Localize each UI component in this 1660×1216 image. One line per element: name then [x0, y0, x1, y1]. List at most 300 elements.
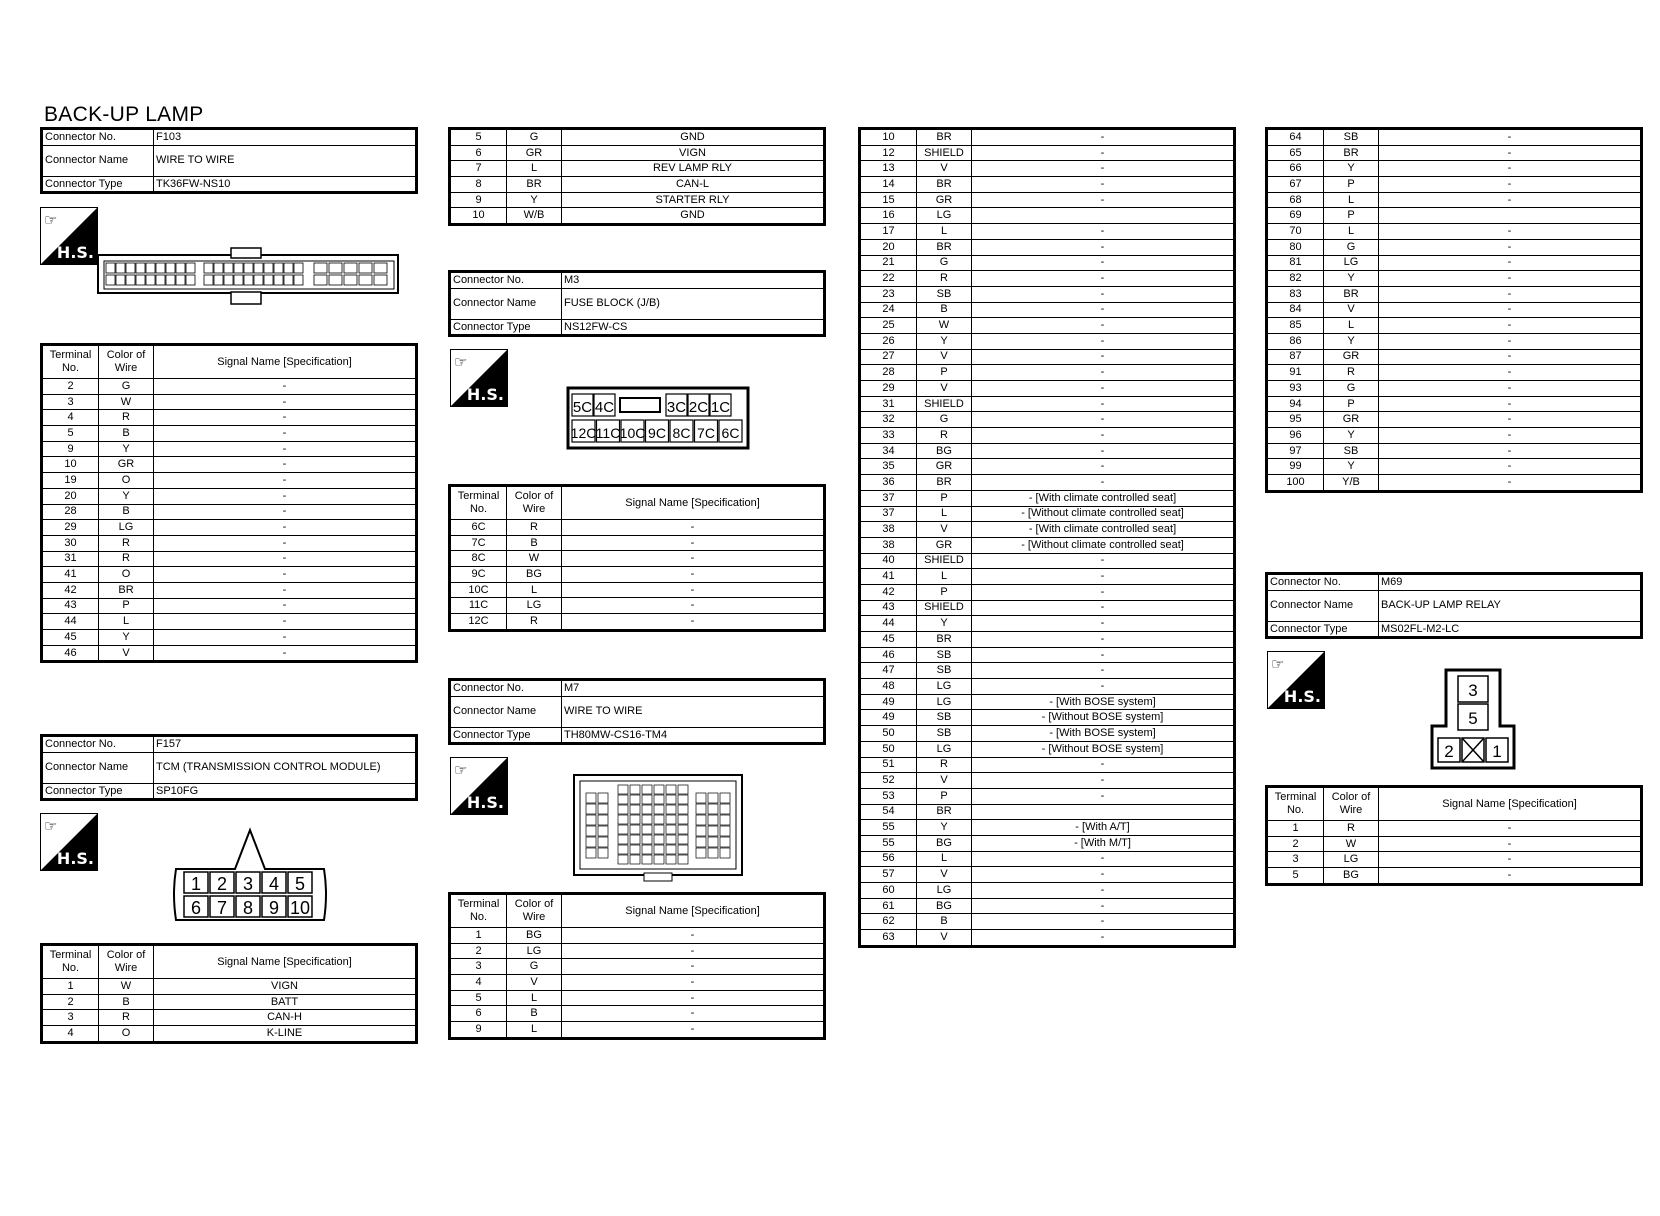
terminal-no: 44	[42, 614, 99, 630]
table-row	[1267, 836, 1642, 852]
header-signal: Signal Name [Specification]	[154, 345, 417, 379]
signal-name: -	[154, 535, 417, 551]
table-row	[450, 975, 825, 991]
terminal-no: 12	[860, 145, 917, 161]
signal-name: - [Without climate controlled seat]	[972, 506, 1235, 522]
connector-face-m3	[566, 386, 750, 455]
signal-name: -	[1379, 459, 1642, 475]
wire-color: W	[99, 394, 154, 410]
terminal-no: 9	[42, 441, 99, 457]
pin-label: 6	[190, 898, 202, 918]
terminal-no: 10C	[450, 582, 507, 598]
wire-color: W	[917, 318, 972, 334]
pin-label: 7C	[697, 425, 715, 441]
wire-color: R	[99, 1010, 154, 1026]
signal-name: -	[972, 647, 1235, 663]
signal-name: -	[562, 535, 825, 551]
wire-color: BR	[507, 177, 562, 193]
wire-color: W	[507, 551, 562, 567]
connector-f103-diagram	[96, 246, 400, 308]
terminal-no: 6	[450, 145, 507, 161]
wire-color: R	[507, 520, 562, 536]
table-row	[860, 804, 1235, 820]
table-row	[42, 614, 417, 630]
wire-color: L	[1324, 224, 1379, 240]
signal-name: -	[972, 600, 1235, 616]
connector-info-m3: Connector No. M3 Connector Name FUSE BLOCK (J/B) Connector Type NS12FW-CS	[448, 270, 826, 337]
pin-label: 4C	[594, 399, 615, 416]
table-row	[860, 428, 1235, 444]
pin-label: 11C	[595, 425, 621, 441]
terminal-no: 66	[1267, 161, 1324, 177]
terminal-table-continued	[448, 127, 826, 226]
table-row	[42, 426, 417, 442]
wire-color: BG	[917, 443, 972, 459]
terminal-no: 27	[860, 349, 917, 365]
table-row	[450, 161, 825, 177]
terminal-no: 14	[860, 177, 917, 193]
signal-name: -	[562, 614, 825, 631]
signal-name: -	[972, 349, 1235, 365]
wire-color: BG	[917, 835, 972, 851]
table-row	[450, 520, 825, 536]
signal-name: -	[1379, 475, 1642, 492]
wire-color: V	[917, 381, 972, 397]
terminal-no: 42	[42, 582, 99, 598]
terminal-table-m3: Terminal No. Color of Wire Signal Name [Specification] 6C R - 7C B - 8C W - 9C BG - 10C L - 11C LG - 12C R -	[448, 484, 826, 632]
table-row	[450, 551, 825, 567]
connector-info-f157: Connector No. F157 Connector Name TCM (TRANSMISSION CONTROL MODULE) Connector Type SP10FG	[40, 734, 418, 801]
terminal-no: 29	[860, 381, 917, 397]
label-connector-type: Connector Type	[42, 176, 154, 193]
terminal-no: 45	[860, 632, 917, 648]
wire-color: LG	[917, 694, 972, 710]
signal-name: -	[154, 426, 417, 442]
table-row	[860, 177, 1235, 193]
table-row	[1267, 255, 1642, 271]
table-row	[1267, 145, 1642, 161]
signal-name: -	[154, 582, 417, 598]
connector-m3-diagram	[566, 386, 750, 450]
connector-type: TK36FW-NS10	[154, 176, 417, 193]
terminal-no: 62	[860, 914, 917, 930]
table-row	[42, 379, 417, 395]
connector-name: FUSE BLOCK (J/B)	[562, 288, 825, 319]
signal-name: -	[562, 990, 825, 1006]
wire-color: R	[99, 535, 154, 551]
signal-name: -	[1379, 129, 1642, 146]
wire-color: Y	[917, 820, 972, 836]
signal-name: -	[972, 930, 1235, 947]
table-row	[1267, 333, 1642, 349]
signal-name: -	[1379, 145, 1642, 161]
terminal-no: 60	[860, 883, 917, 899]
wire-color: BR	[1324, 286, 1379, 302]
wire-color: LG	[917, 208, 972, 224]
wire-color: GR	[917, 459, 972, 475]
signal-name: -	[1379, 428, 1642, 444]
table-row	[1267, 302, 1642, 318]
terminal-no: 11C	[450, 598, 507, 614]
terminal-no: 61	[860, 898, 917, 914]
connector-info-m69: Connector No. M69 Connector Name BACK-UP LAMP RELAY Connector Type MS02FL-M2-LC	[1265, 572, 1643, 639]
terminal-no: 5	[450, 129, 507, 146]
signal-name: -	[562, 598, 825, 614]
signal-name: -	[972, 632, 1235, 648]
terminal-no: 8C	[450, 551, 507, 567]
signal-name: -	[972, 177, 1235, 193]
terminal-no: 3	[450, 959, 507, 975]
connector-type: NS12FW-CS	[562, 319, 825, 336]
terminal-no: 6C	[450, 520, 507, 536]
wire-color: SHIELD	[917, 553, 972, 569]
terminal-no: 53	[860, 788, 917, 804]
wire-color: P	[917, 788, 972, 804]
connector-name: WIRE TO WIRE	[562, 696, 825, 727]
terminal-no: 3	[42, 394, 99, 410]
terminal-no: 47	[860, 663, 917, 679]
wire-color: L	[1324, 318, 1379, 334]
wire-color: R	[1324, 821, 1379, 837]
terminal-no: 3	[1267, 852, 1324, 868]
terminal-no: 10	[860, 129, 917, 146]
table-row	[450, 959, 825, 975]
terminal-no: 91	[1267, 365, 1324, 381]
terminal-table-m7-continued-2	[1265, 127, 1643, 493]
wire-color: B	[99, 426, 154, 442]
pin-label: 10C	[619, 425, 646, 441]
table-row	[1267, 192, 1642, 208]
header-color: Color of Wire	[99, 345, 154, 379]
wire-color: LG	[917, 679, 972, 695]
table-row	[860, 302, 1235, 318]
terminal-no: 41	[860, 569, 917, 585]
wire-color: Y/B	[1324, 475, 1379, 492]
wire-color: SB	[917, 726, 972, 742]
terminal-no: 43	[860, 600, 917, 616]
signal-name: -	[154, 488, 417, 504]
table-row	[450, 177, 825, 193]
signal-name: -	[972, 459, 1235, 475]
terminal-no: 80	[1267, 239, 1324, 255]
connector-type: SP10FG	[154, 783, 417, 800]
wire-color: Y	[917, 616, 972, 632]
signal-name: -	[972, 569, 1235, 585]
table-row	[860, 192, 1235, 208]
table-row	[860, 381, 1235, 397]
wire-color: SHIELD	[917, 145, 972, 161]
signal-name: -	[972, 286, 1235, 302]
terminal-no: 13	[860, 161, 917, 177]
terminal-no: 96	[1267, 428, 1324, 444]
terminal-no: 93	[1267, 381, 1324, 397]
wire-color: Y	[507, 192, 562, 208]
wire-color: P	[917, 584, 972, 600]
wire-color: P	[917, 365, 972, 381]
signal-name: -	[154, 504, 417, 520]
pin-label: 1	[190, 874, 202, 894]
harness-side-icon: ☞ H.S.	[450, 349, 508, 407]
wire-color: R	[99, 551, 154, 567]
table-row	[860, 757, 1235, 773]
signal-name: -	[1379, 286, 1642, 302]
terminal-no: 5	[450, 990, 507, 1006]
signal-name: -	[562, 520, 825, 536]
signal-name: -	[972, 679, 1235, 695]
terminal-no: 40	[860, 553, 917, 569]
terminal-no: 1	[1267, 821, 1324, 837]
terminal-no: 68	[1267, 192, 1324, 208]
terminal-no: 46	[860, 647, 917, 663]
terminal-no: 42	[860, 584, 917, 600]
terminal-no: 34	[860, 443, 917, 459]
terminal-no: 97	[1267, 443, 1324, 459]
terminal-no: 28	[42, 504, 99, 520]
table-row	[1267, 349, 1642, 365]
terminal-table-m7-continued	[858, 127, 1236, 948]
signal-name: -	[154, 394, 417, 410]
terminal-no: 81	[1267, 255, 1324, 271]
signal-name: BATT	[154, 994, 417, 1010]
terminal-no: 99	[1267, 459, 1324, 475]
signal-name: -	[972, 381, 1235, 397]
signal-name: - [With M/T]	[972, 835, 1235, 851]
terminal-no: 19	[42, 473, 99, 489]
connector-type: TH80MW-CS16-TM4	[562, 727, 825, 744]
wire-color: G	[507, 959, 562, 975]
signal-name: -	[972, 161, 1235, 177]
table-row	[860, 161, 1235, 177]
pin-label: 2	[216, 874, 228, 894]
wire-color: W	[1324, 836, 1379, 852]
wire-color: L	[917, 506, 972, 522]
signal-name: K-LINE	[154, 1026, 417, 1043]
pin-label: 9	[268, 898, 280, 918]
table-row	[1267, 381, 1642, 397]
table-row	[1267, 286, 1642, 302]
table-row	[42, 598, 417, 614]
wire-color: G	[1324, 381, 1379, 397]
signal-name: -	[154, 551, 417, 567]
wire-color: B	[99, 994, 154, 1010]
terminal-table-m69: Terminal No. Color of Wire Signal Name [Specification] 1 R - 2 W - 3 LG - 5 BG -	[1265, 785, 1643, 886]
connector-type: MS02FL-M2-LC	[1379, 621, 1642, 638]
table-row	[42, 535, 417, 551]
wire-color: LG	[1324, 852, 1379, 868]
wire-color: BR	[917, 129, 972, 146]
table-row	[450, 582, 825, 598]
pin-label: 4	[268, 874, 280, 894]
table-row	[860, 271, 1235, 287]
terminal-no: 83	[1267, 286, 1324, 302]
table-row	[860, 318, 1235, 334]
terminal-no: 1	[42, 979, 99, 995]
signal-name: -	[972, 271, 1235, 287]
terminal-no: 21	[860, 255, 917, 271]
table-row	[860, 788, 1235, 804]
signal-name: -	[972, 883, 1235, 899]
table-row	[860, 726, 1235, 742]
signal-name: -	[972, 773, 1235, 789]
terminal-no: 45	[42, 630, 99, 646]
wire-color: L	[917, 569, 972, 585]
signal-name: -	[1379, 852, 1642, 868]
signal-name: -	[562, 959, 825, 975]
wire-color: GR	[507, 145, 562, 161]
table-row	[860, 286, 1235, 302]
wire-color: V	[1324, 302, 1379, 318]
wire-color: GR	[1324, 412, 1379, 428]
signal-name: -	[154, 441, 417, 457]
wire-color: SB	[1324, 443, 1379, 459]
table-row	[450, 1022, 825, 1039]
wire-color: BR	[1324, 145, 1379, 161]
terminal-no: 95	[1267, 412, 1324, 428]
wire-color: Y	[1324, 271, 1379, 287]
table-row	[1267, 208, 1642, 224]
wire-color: W/B	[507, 208, 562, 225]
signal-name: VIGN	[154, 979, 417, 995]
table-row	[450, 145, 825, 161]
table-row	[1267, 868, 1642, 885]
table-row	[860, 679, 1235, 695]
table-row	[42, 551, 417, 567]
terminal-no: 32	[860, 412, 917, 428]
harness-side-icon: ☞ H.S.	[40, 813, 98, 871]
wire-color: R	[507, 614, 562, 631]
signal-name: - [Without BOSE system]	[972, 741, 1235, 757]
terminal-no: 28	[860, 365, 917, 381]
m69-pin-3: 3	[1468, 681, 1478, 700]
terminal-no: 29	[42, 520, 99, 536]
wire-color: P	[99, 598, 154, 614]
wire-color: W	[99, 979, 154, 995]
pin-label: 5	[294, 874, 306, 894]
signal-name: -	[972, 302, 1235, 318]
wire-color: GR	[99, 457, 154, 473]
terminal-no: 16	[860, 208, 917, 224]
signal-name: -	[1379, 318, 1642, 334]
wire-color: O	[99, 567, 154, 583]
terminal-no: 86	[1267, 333, 1324, 349]
table-row	[860, 851, 1235, 867]
signal-name: - [With BOSE system]	[972, 726, 1235, 742]
wire-color: G	[99, 379, 154, 395]
wire-color: SB	[917, 647, 972, 663]
terminal-no: 33	[860, 428, 917, 444]
wire-color: B	[99, 504, 154, 520]
terminal-no: 55	[860, 835, 917, 851]
signal-name: -	[1379, 224, 1642, 240]
signal-name: -	[562, 567, 825, 583]
table-row	[860, 632, 1235, 648]
wire-color: Y	[1324, 333, 1379, 349]
signal-name: -	[972, 192, 1235, 208]
wire-color: L	[507, 1022, 562, 1039]
table-row	[1267, 271, 1642, 287]
signal-name: -	[1379, 365, 1642, 381]
signal-name: -	[154, 457, 417, 473]
table-row	[860, 600, 1235, 616]
wire-color: L	[507, 990, 562, 1006]
terminal-no: 37	[860, 506, 917, 522]
signal-name: -	[972, 333, 1235, 349]
table-row	[450, 928, 825, 944]
wire-color: R	[917, 271, 972, 287]
signal-name: -	[972, 663, 1235, 679]
terminal-no: 67	[1267, 177, 1324, 193]
table-row	[1267, 821, 1642, 837]
terminal-no: 23	[860, 286, 917, 302]
pin-label: 12C	[570, 425, 597, 441]
table-row	[860, 773, 1235, 789]
table-row	[860, 490, 1235, 506]
wire-color: SB	[917, 663, 972, 679]
terminal-no: 43	[42, 598, 99, 614]
table-row	[860, 930, 1235, 947]
table-row	[860, 898, 1235, 914]
table-row	[1267, 224, 1642, 240]
signal-name: - [With climate controlled seat]	[972, 522, 1235, 538]
signal-name: GND	[562, 208, 825, 225]
wire-color: L	[917, 224, 972, 240]
signal-name: -	[154, 379, 417, 395]
table-row	[1267, 161, 1642, 177]
terminal-no: 57	[860, 867, 917, 883]
wire-color: V	[917, 773, 972, 789]
connector-name: WIRE TO WIRE	[154, 145, 417, 176]
signal-name: -	[972, 898, 1235, 914]
connector-name: BACK-UP LAMP RELAY	[1379, 590, 1642, 621]
signal-name: -	[1379, 333, 1642, 349]
terminal-no: 38	[860, 537, 917, 553]
signal-name: -	[972, 443, 1235, 459]
signal-name: -	[972, 239, 1235, 255]
table-row	[860, 365, 1235, 381]
wire-color: BG	[917, 898, 972, 914]
table-row	[860, 616, 1235, 632]
table-row	[450, 192, 825, 208]
table-row	[450, 1006, 825, 1022]
table-row	[42, 994, 417, 1010]
wire-color: GR	[1324, 349, 1379, 365]
wire-color: BR	[917, 804, 972, 820]
terminal-no: 17	[860, 224, 917, 240]
terminal-no: 49	[860, 710, 917, 726]
terminal-no: 70	[1267, 224, 1324, 240]
signal-name: -	[1379, 239, 1642, 255]
terminal-no: 85	[1267, 318, 1324, 334]
connector-m69-diagram	[1430, 668, 1520, 770]
table-row	[1267, 443, 1642, 459]
terminal-no: 8	[450, 177, 507, 193]
table-row	[42, 441, 417, 457]
connector-no: F157	[154, 736, 417, 753]
signal-name: -	[972, 255, 1235, 271]
table-row	[1267, 129, 1642, 146]
table-row	[860, 710, 1235, 726]
signal-name: CAN-L	[562, 177, 825, 193]
connector-name: TCM (TRANSMISSION CONTROL MODULE)	[154, 752, 417, 783]
signal-name: -	[1379, 412, 1642, 428]
signal-name: -	[562, 1006, 825, 1022]
table-row	[42, 410, 417, 426]
wire-color: V	[507, 975, 562, 991]
table-row	[860, 569, 1235, 585]
table-row	[860, 459, 1235, 475]
table-row	[860, 584, 1235, 600]
table-row	[1267, 239, 1642, 255]
